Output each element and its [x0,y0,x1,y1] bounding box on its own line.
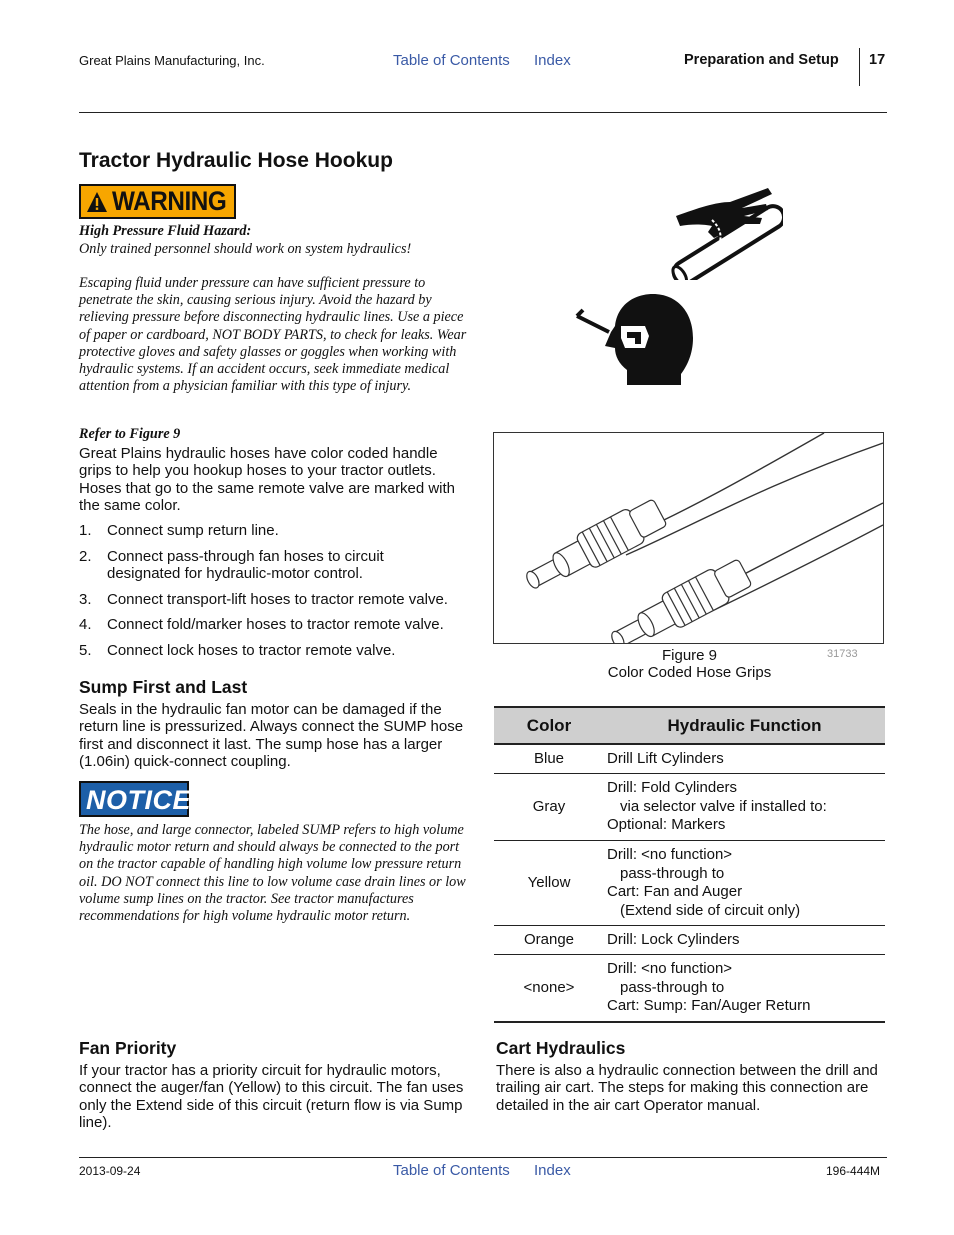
table-row [494,744,885,774]
table-header-row [494,707,885,744]
function-line: Drill: Fold Cylinders [607,779,738,797]
hose-grips-illustration [494,433,883,643]
hazard-line: Only trained personnel should work on system hydraulics! [79,241,412,257]
fan-priority-paragraph: If your tractor has a priority circuit for hydraulic motors, connect the auger/fan (Yellow) to this circuit. The fan uses only the Extend side of this circuit (return flow is via Sump line). [79,1062,464,1132]
company-name: Great Plains Manufacturing, Inc. [79,53,265,68]
footer-date: 2013-09-24 [79,1164,141,1178]
figure-frame [493,432,884,644]
table-row [494,774,885,841]
cell-function [604,955,885,1023]
hydraulic-table [494,706,885,1023]
cell-color: Gray [494,774,604,841]
function-line: Cart: Fan and Auger [607,883,743,900]
cell-color: Orange [494,926,604,955]
page-title: Tractor Hydraulic Hose Hookup [79,149,393,172]
cell-function [604,774,885,841]
refer-figure: Refer to Figure 9 [79,426,181,442]
function-line: Drill: <no function> [607,960,733,978]
function-line: via selector valve if installed to: [620,797,827,815]
table-row [494,955,885,1023]
intro-paragraph: Great Plains hydraulic hoses have color coded handle grips to help you hookup hoses to your tractor outlets. Hoses that go to the same remote valve are marked with the same color. [79,445,456,515]
section-title: Preparation and Setup [684,52,839,68]
function-line: pass-through to [620,864,725,882]
column-header-color: Color [494,707,604,744]
figure-caption: Color Coded Hose Grips [607,664,772,681]
footer-rule [79,1157,887,1158]
sump-heading: Sump First and Last [79,677,248,697]
function-line: Cart: Sump: Fan/Auger Return [607,997,811,1015]
toc-link-bottom[interactable]: Table of Contents [393,1162,510,1179]
figure-number: Figure 9 [661,647,718,664]
toc-link-top[interactable]: Table of Contents [393,52,510,69]
function-line: Drill Lift Cylinders [607,749,724,767]
function-line: Drill: <no function> [607,846,733,863]
cell-function [604,926,885,955]
cart-heading: Cart Hydraulics [496,1038,626,1058]
hand-injection-icon [668,186,783,280]
header-rule [79,112,887,113]
doc-number: 196-444M [826,1164,881,1178]
page-number: 17 [869,52,886,68]
safety-goggles-icon [575,292,695,387]
header-divider [859,48,860,86]
warning-body: Escaping fluid under pressure can have sufficient pressure to penetrate the skin, causing serious injury. Avoid the hazard by relieving pressure before disconnecting hydraulic lines. Use a piece of paper or cardboard, NOT BODY PARTS, to check for leaks. Wear protective gloves and safety glasses or goggles when working with hydraulic systems. If an accident occurs, seek immediate medical attention from a physician familiar with this type of injury. [79,275,467,395]
cell-color: <none> [494,955,604,1023]
fan-priority-heading: Fan Priority [79,1038,177,1058]
table-row [494,926,885,955]
function-line: Drill: Lock Cylinders [607,930,740,948]
function-line: Optional: Markers [607,816,726,834]
alert-triangle-icon [86,191,108,213]
warning-label [79,184,236,219]
table-row [494,841,885,926]
cell-function [604,744,885,774]
index-link-bottom[interactable]: Index [534,1162,571,1179]
index-link-top[interactable]: Index [534,52,571,69]
cell-function [604,841,885,926]
notice-text: NOTICE [86,785,192,815]
function-line: pass-through to [620,978,725,996]
sump-paragraph: Seals in the hydraulic fan motor can be damaged if the return line is pressurized. Always connect the SUMP hose first and disconnect it last. The sump hose has a larger (1.06in) quick-connect coupling. [79,701,464,771]
hazard-title: High Pressure Fluid Hazard: [79,223,252,239]
cart-paragraph: There is also a hydraulic connection between the drill and trailing air cart. The steps for making this connection are detailed in the air cart Operator manual. [496,1062,878,1114]
column-header-function: Hydraulic Function [604,707,885,744]
figure-part-id: 31733 [827,648,858,660]
function-line: (Extend side of circuit only) [620,901,801,919]
notice-label [79,781,192,817]
cell-color: Blue [494,744,604,774]
cell-color: Yellow [494,841,604,926]
notice-body: The hose, and large connector, labeled SUMP refers to high volume hydraulic motor return and should always be connected to the port on the tractor capable of handling high volume low pressure return oil. DO NOT connect this line to low volume case drain lines or low volume sump lines on the tractor. See tractor manufactures recommendations for high volume hydraulic motor return. [79,822,466,925]
warning-text: WARNING [112,186,227,216]
